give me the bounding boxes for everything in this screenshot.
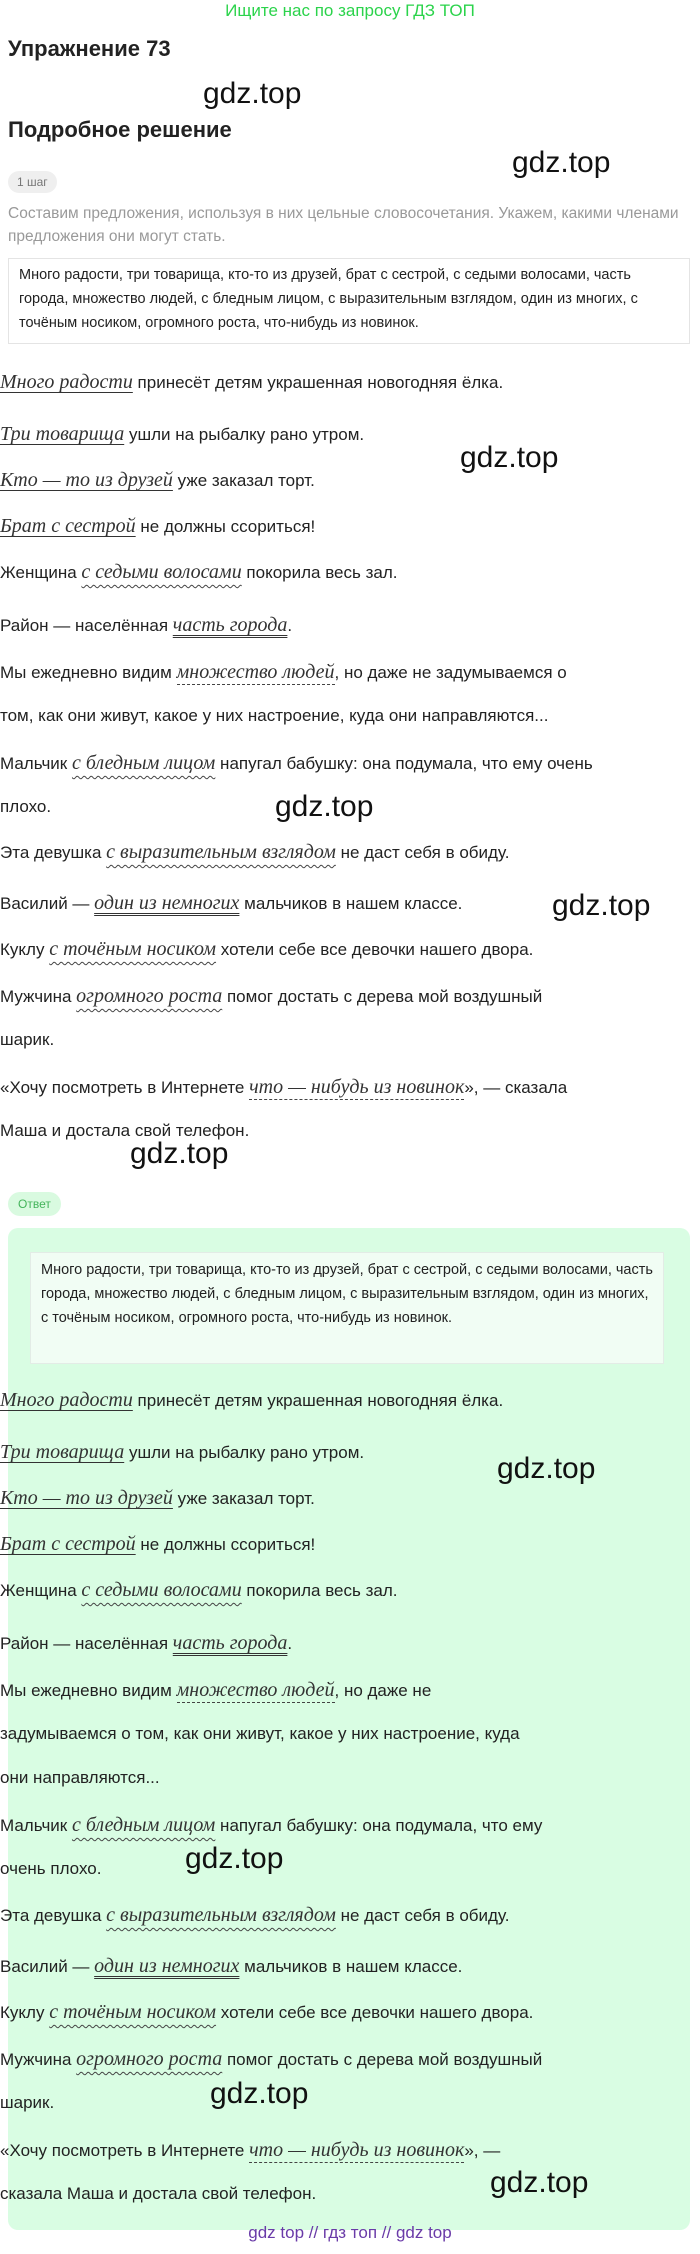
list-item-continuation: Маша и достала свой телефон. bbox=[0, 1121, 250, 1140]
list-item: Куклу с точёным носиком хотели себе все девочки нашего двора. bbox=[0, 1990, 533, 2035]
watermark: gdz.top bbox=[130, 1137, 229, 1170]
list-item: Женщина с седыми волосами покорила весь зал. bbox=[0, 1568, 397, 1613]
answer-phrase-list: Много радости, три товарища, кто-то из друзей, брат с сестрой, с седыми волосами, часть города, множество людей, с бледным лицом, с выразительным взглядом, один из многих, с точёным носиком, огромного роста, что-нибудь из новинок. bbox=[30, 1252, 664, 1364]
list-item: Район — населённая часть города. bbox=[0, 603, 292, 648]
list-item: Три товарища ушли на рыбалку рано утром. bbox=[0, 412, 364, 457]
list-item: Василий — один из немногих мальчиков в нашем классе. bbox=[0, 1944, 462, 1989]
list-item: Мужчина огромного роста помог достать с дерева мой воздушный bbox=[0, 974, 542, 1019]
list-item: «Хочу посмотреть в Интернете что — нибудь из новинок», — сказала bbox=[0, 1065, 567, 1110]
list-item: Кто — то из друзей уже заказал торт. bbox=[0, 1476, 315, 1521]
step-badge: 1 шаг bbox=[8, 171, 57, 193]
list-item: Эта девушка с выразительным взглядом не даст себя в обиду. bbox=[0, 1893, 509, 1938]
list-item: Женщина с седыми волосами покорила весь зал. bbox=[0, 550, 397, 595]
watermark: gdz.top bbox=[497, 1452, 596, 1485]
answer-badge: Ответ bbox=[8, 1192, 61, 1216]
list-item-continuation: шарик. bbox=[0, 2093, 55, 2112]
list-item: Мужчина огромного роста помог достать с дерева мой воздушный bbox=[0, 2037, 542, 2082]
list-item: Мы ежедневно видим множество людей, но даже не bbox=[0, 1668, 431, 1713]
list-item-continuation: том, как они живут, какое у них настроение, куда они направляются... bbox=[0, 706, 549, 725]
watermark: gdz.top bbox=[552, 889, 651, 922]
list-item: Много радости принесёт детям украшенная новогодняя ёлка. bbox=[0, 1378, 503, 1423]
list-item: Мальчик с бледным лицом напугал бабушку: она подумала, что ему bbox=[0, 1803, 542, 1848]
page-title: Упражнение 73 bbox=[8, 36, 171, 61]
list-item-continuation: очень плохо. bbox=[0, 1859, 102, 1878]
footer-links[interactable]: gdz top // гдз топ // gdz top bbox=[248, 2223, 452, 2242]
answer-list bbox=[0, 1378, 700, 2218]
list-item: Куклу с точёным носиком хотели себе все девочки нашего двора. bbox=[0, 927, 533, 972]
list-item: Василий — один из немногих мальчиков в нашем классе. bbox=[0, 881, 462, 926]
watermark: gdz.top bbox=[490, 2166, 589, 2199]
task-text: Составим предложения, используя в них цельные словосочетания. Укажем, какими членами предложения они могут стать. bbox=[8, 205, 679, 245]
watermark: gdz.top bbox=[275, 790, 374, 823]
list-item-continuation: задумываемся о том, как они живут, какое у них настроение, куда bbox=[0, 1724, 520, 1743]
list-item-continuation: шарик. bbox=[0, 1030, 55, 1049]
list-item-continuation: сказала Маша и достала свой телефон. bbox=[0, 2184, 317, 2203]
list-item: Брат с сестрой не должны ссориться! bbox=[0, 504, 315, 549]
watermark: gdz.top bbox=[185, 1842, 284, 1875]
list-item: «Хочу посмотреть в Интернете что — нибудь из новинок», — bbox=[0, 2128, 500, 2173]
list-item: Мы ежедневно видим множество людей, но даже не задумываемся о bbox=[0, 650, 567, 695]
watermark: gdz.top bbox=[210, 2077, 309, 2110]
list-item: Брат с сестрой не должны ссориться! bbox=[0, 1522, 315, 1567]
list-item: Район — населённая часть города. bbox=[0, 1621, 292, 1666]
watermark: gdz.top bbox=[512, 146, 611, 179]
watermark: gdz.top bbox=[203, 77, 302, 110]
list-item-continuation: плохо. bbox=[0, 797, 52, 816]
phrase-list: Много радости, три товарища, кто-то из друзей, брат с сестрой, с седыми волосами, часть города, множество людей, с бледным лицом, с выразительным взглядом, один из многих, с точёным носиком, огромного роста, что-нибудь из новинок. bbox=[8, 258, 690, 344]
solution-list bbox=[0, 360, 700, 1160]
list-item: Кто — то из друзей уже заказал торт. bbox=[0, 458, 315, 503]
section-title: Подробное решение bbox=[8, 117, 232, 142]
list-item: Эта девушка с выразительным взглядом не даст себя в обиду. bbox=[0, 830, 509, 875]
list-item: Мальчик с бледным лицом напугал бабушку: она подумала, что ему очень bbox=[0, 741, 593, 786]
watermark: gdz.top bbox=[460, 441, 559, 474]
list-item: Три товарища ушли на рыбалку рано утром. bbox=[0, 1430, 364, 1475]
list-item: Много радости принесёт детям украшенная новогодняя ёлка. bbox=[0, 360, 503, 405]
search-hint-link[interactable]: Ищите нас по запросу ГДЗ ТОП bbox=[225, 1, 475, 20]
list-item-continuation: они направляются... bbox=[0, 1768, 160, 1787]
